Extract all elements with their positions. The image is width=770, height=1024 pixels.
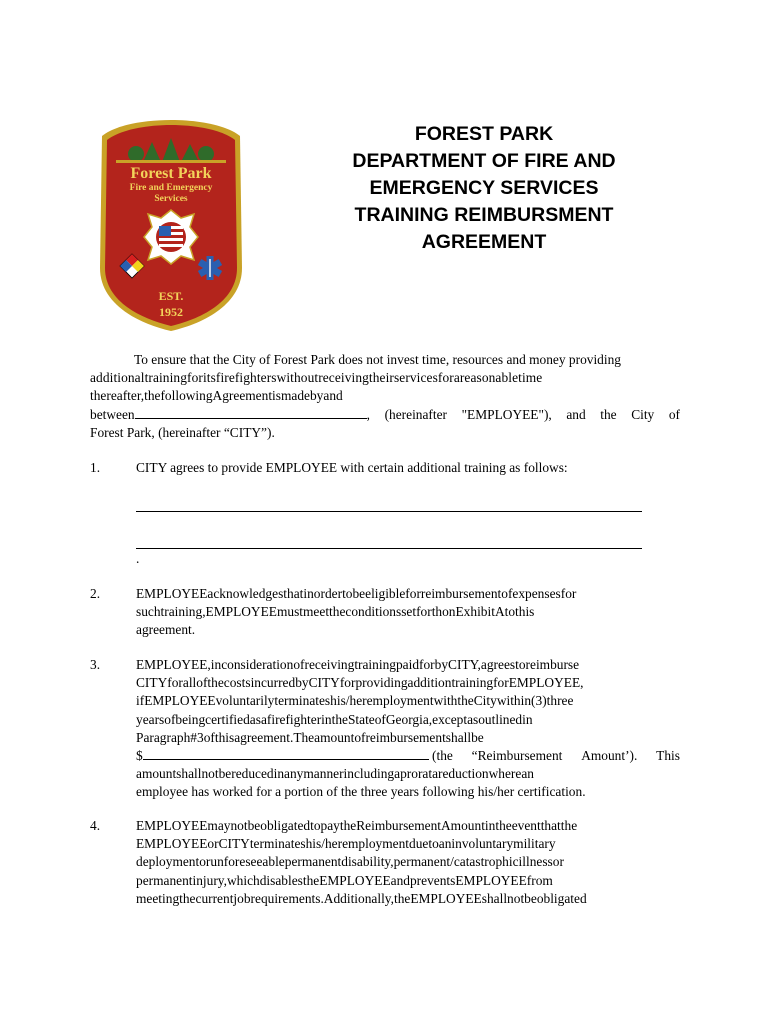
word: reimbursement [420, 586, 502, 601]
word: “Reimbursement [471, 748, 563, 764]
word: training [451, 675, 494, 691]
word: of [293, 657, 305, 672]
word: shall [176, 766, 202, 782]
word: consideration [221, 657, 294, 672]
word: pay [320, 818, 340, 833]
logo-est-year: 1952 [159, 305, 183, 319]
word: may [207, 818, 231, 833]
intro-line-1: To ensure that the City of Forest Park does not invest time, resources and money providing [134, 352, 621, 367]
word: for [405, 586, 421, 601]
word: of [668, 406, 680, 422]
word: including [343, 766, 395, 782]
word: EMPLOYEE [205, 604, 277, 620]
word: this [214, 729, 235, 745]
word: CITY [308, 675, 340, 691]
word: by [434, 657, 449, 672]
word: for [339, 675, 356, 691]
word: EMPLOYEE [319, 872, 391, 888]
word: for [437, 370, 454, 386]
training-description-line-2[interactable] [136, 548, 642, 549]
item-3-line-1 [136, 656, 680, 674]
title-line-4: TRAINING REIMBURSMENT [354, 204, 614, 226]
document-title [326, 121, 642, 256]
word: manner [303, 766, 344, 782]
word: the [329, 604, 346, 620]
word: following [160, 388, 213, 404]
word: and [390, 872, 410, 888]
word: , [366, 406, 370, 422]
logo-name-line2: Fire and Emergency [129, 183, 213, 193]
word: order [313, 586, 343, 601]
word: outlined [478, 711, 523, 727]
word: City [631, 406, 655, 422]
intro-line-4-end [367, 406, 680, 424]
word: an [521, 766, 534, 782]
word: military [513, 836, 556, 852]
word: of [501, 586, 513, 601]
intro-line-3 [90, 387, 680, 405]
word: if [136, 693, 145, 709]
item-3-line-5 [136, 729, 680, 747]
item-3-line-7 [136, 765, 680, 783]
word: disability, [341, 854, 394, 870]
word: three [546, 693, 574, 709]
word: for [560, 586, 577, 601]
word: Georgia, [385, 711, 433, 727]
word: except [432, 711, 468, 727]
item-3-number: 3. [90, 657, 101, 672]
item-4-line-5 [136, 890, 680, 908]
word: to [342, 586, 353, 601]
word: thereafter, [90, 388, 145, 404]
intro-paragraph [90, 351, 680, 442]
word: time [518, 370, 543, 386]
word: of [374, 711, 386, 727]
word: certified [205, 711, 250, 727]
word: Reimbursement [356, 818, 442, 833]
word: rata [417, 766, 439, 782]
word: be [218, 766, 232, 782]
word: Agreement [212, 388, 273, 404]
word: incurred [250, 675, 296, 691]
word: EMPLOYEE [136, 818, 208, 833]
word: to [504, 604, 516, 620]
word: agrees [480, 657, 516, 672]
word: A [494, 604, 505, 620]
word: of [354, 729, 366, 745]
word: not [507, 890, 525, 906]
word: shall [445, 729, 472, 745]
word: The [293, 729, 315, 745]
word: due [409, 836, 429, 852]
item-4-line-4 [136, 872, 680, 890]
word: the [393, 890, 411, 906]
word: a [260, 711, 267, 727]
item-1-period: . [136, 551, 140, 566]
word: in [210, 657, 222, 672]
word: amount [136, 766, 177, 782]
word: in [303, 586, 314, 601]
word: shall [481, 890, 508, 906]
intro-line-2 [90, 369, 680, 387]
word: the [302, 872, 320, 888]
word: of [196, 675, 208, 691]
word: EMPLOYEE [136, 836, 208, 852]
item-2-line-1 [136, 585, 680, 603]
word: with [433, 693, 458, 709]
word: acknowledges [207, 586, 284, 601]
word: such [136, 604, 161, 620]
word: training [354, 657, 396, 672]
word: EMPLOYEE, [508, 675, 584, 691]
word: eligible [365, 586, 406, 601]
word: within [496, 693, 532, 709]
word: to [428, 836, 439, 852]
word: be [524, 890, 537, 906]
word: the [457, 693, 474, 709]
item-4-number: 4. [90, 818, 101, 833]
logo-est-label: EST. [158, 289, 184, 303]
word: a [453, 370, 460, 386]
word: on [442, 604, 456, 620]
word: the [560, 818, 578, 833]
word: the [495, 818, 512, 833]
word: CITY [218, 836, 250, 852]
word: and [323, 388, 343, 404]
word: all [182, 675, 197, 691]
word: its [202, 370, 216, 386]
word: (3) [531, 693, 547, 709]
word: from [526, 872, 553, 888]
word: This [656, 748, 680, 764]
word: reimbursement [365, 729, 446, 745]
word: by [295, 675, 309, 691]
word: the [144, 388, 161, 404]
word: for [419, 657, 435, 672]
logo-name-line3: Services [154, 194, 188, 204]
word: be [352, 586, 366, 601]
item-2-line-2 [136, 603, 680, 621]
word: EMPLOYEE, [136, 657, 211, 672]
word: paid [395, 657, 420, 672]
word: deployment [136, 854, 200, 870]
word: which [226, 872, 260, 888]
word: without [276, 370, 319, 386]
item-4-line-2 [136, 835, 680, 853]
word: addition [407, 675, 452, 691]
word: set [401, 604, 417, 620]
word: reasonable [459, 370, 519, 386]
word: that [283, 586, 304, 601]
word: the [179, 890, 196, 906]
word: pro [400, 766, 418, 782]
word: EMPLOYEE [410, 890, 482, 906]
word: in [484, 818, 496, 833]
word: this [515, 604, 535, 620]
word: EMPLOYEE [455, 872, 527, 888]
word: firefighters [215, 370, 277, 386]
title-line-5: AGREEMENT [421, 231, 547, 253]
word: or [552, 854, 564, 870]
word: terminates [249, 836, 306, 852]
word: Amount’). [581, 748, 638, 764]
word: in [273, 766, 285, 782]
word: reduction [438, 766, 489, 782]
word: or [207, 836, 219, 852]
word: receiving [318, 370, 369, 386]
word: Paragraph [136, 729, 191, 745]
word: the [600, 406, 617, 422]
word: a [394, 766, 401, 782]
word: training, [160, 604, 206, 620]
word: not [201, 766, 219, 782]
item-3-line-2 [136, 674, 680, 692]
item-3-line-3 [136, 692, 680, 710]
employee-name-blank[interactable] [135, 406, 367, 419]
word: City [473, 693, 497, 709]
word: made [280, 388, 310, 404]
word: must [276, 604, 304, 620]
title-line-1: FOREST PARK [414, 123, 554, 145]
intro-line-5: Forest Park, (hereinafter “CITY”). [90, 424, 275, 440]
word: the [331, 711, 348, 727]
word: of [203, 729, 215, 745]
word: their [368, 370, 394, 386]
word: meet [303, 604, 330, 620]
word: permanent [136, 872, 193, 888]
word: to [515, 657, 526, 672]
word: CITY [136, 675, 168, 691]
word: Exhibit [455, 604, 495, 620]
word: for [167, 675, 183, 691]
word: meeting [136, 890, 180, 906]
word: unforeseeable [210, 854, 285, 870]
item-2-number: 2. [90, 586, 101, 601]
word: amount [314, 729, 355, 745]
dollar-sign: $ [136, 748, 143, 764]
word: being [175, 711, 206, 727]
word: is [272, 388, 281, 404]
word: State [347, 711, 375, 727]
word: for [493, 675, 509, 691]
item-3-line-6-end [429, 747, 680, 765]
word: "EMPLOYEE"), [461, 406, 552, 422]
training-description-line-1[interactable] [136, 511, 642, 512]
word: involuntary [451, 836, 514, 852]
word: prevents [409, 872, 456, 888]
word: conditions [345, 604, 402, 620]
word: as [467, 711, 479, 727]
word: to [310, 818, 321, 833]
reimbursement-amount-blank[interactable] [143, 747, 429, 760]
word: training [144, 370, 188, 386]
word: that [540, 818, 561, 833]
word: job [233, 890, 251, 906]
word: costs [223, 675, 251, 691]
word: and [566, 406, 586, 422]
item-4-line-1 [136, 817, 680, 835]
word: be [471, 729, 484, 745]
word: his/her [330, 693, 367, 709]
word: expenses [512, 586, 561, 601]
between-label: between [90, 406, 135, 422]
word: employment [366, 693, 434, 709]
word: not [230, 818, 248, 833]
title-line-2: DEPARTMENT OF FIRE AND [352, 150, 616, 172]
word: obligated [260, 818, 311, 833]
word: or [199, 854, 211, 870]
title-line-3: EMERGENCY SERVICES [369, 177, 599, 199]
intro-line-4 [90, 406, 680, 424]
word: injury, [192, 872, 227, 888]
word: additional [90, 370, 145, 386]
word: be [247, 818, 261, 833]
word: the [339, 818, 357, 833]
fire-department-badge-logo [96, 118, 246, 333]
word: illness [518, 854, 553, 870]
word: EMPLOYEE [136, 586, 208, 601]
item-1-number: 1. [90, 460, 101, 475]
word: in [321, 711, 332, 727]
word: the [207, 675, 224, 691]
word: providing [355, 675, 408, 691]
word: Additionally, [323, 890, 394, 906]
item-3-line-4 [136, 711, 680, 729]
word: any [284, 766, 304, 782]
item-3-line-8: employee has worked for a portion of the three years following his/her certification. [136, 784, 586, 800]
word: permanent [284, 854, 342, 870]
word: employment [342, 836, 410, 852]
word: EMPLOYEE [144, 693, 216, 709]
word: an [438, 836, 452, 852]
word: #3 [190, 729, 204, 745]
word: by [309, 388, 324, 404]
word: reimburse [525, 657, 580, 672]
word: event [511, 818, 541, 833]
word: (the [428, 748, 453, 764]
word: obligated [536, 890, 587, 906]
logo-name-line1: Forest Park [130, 165, 212, 182]
item-2-line-3: agreement. [136, 622, 196, 638]
word: CITY, [448, 657, 481, 672]
word: years [136, 711, 165, 727]
word: requirements. [250, 890, 324, 906]
word: as [249, 711, 261, 727]
item-4-line-3 [136, 853, 680, 871]
word: firefighter [266, 711, 322, 727]
word: services [393, 370, 438, 386]
word: in [522, 711, 533, 727]
word: disables [259, 872, 303, 888]
word: where [488, 766, 522, 782]
item-3-line-6 [136, 747, 680, 765]
word: Amount [441, 818, 485, 833]
word: voluntarily [215, 693, 275, 709]
word: current [195, 890, 234, 906]
word: (hereinafter [384, 406, 448, 422]
word: permanent/catastrophic [393, 854, 519, 870]
maltese-cross-icon [144, 210, 198, 264]
item-1-text: CITY agrees to provide EMPLOYEE with certain additional training as follows: [136, 460, 568, 475]
word: agreement. [234, 729, 294, 745]
word: for [187, 370, 203, 386]
word: his/her [305, 836, 343, 852]
word: of [164, 711, 176, 727]
word: terminates [274, 693, 331, 709]
word: receiving [304, 657, 355, 672]
word: forth [416, 604, 443, 620]
word: reduced [231, 766, 274, 782]
